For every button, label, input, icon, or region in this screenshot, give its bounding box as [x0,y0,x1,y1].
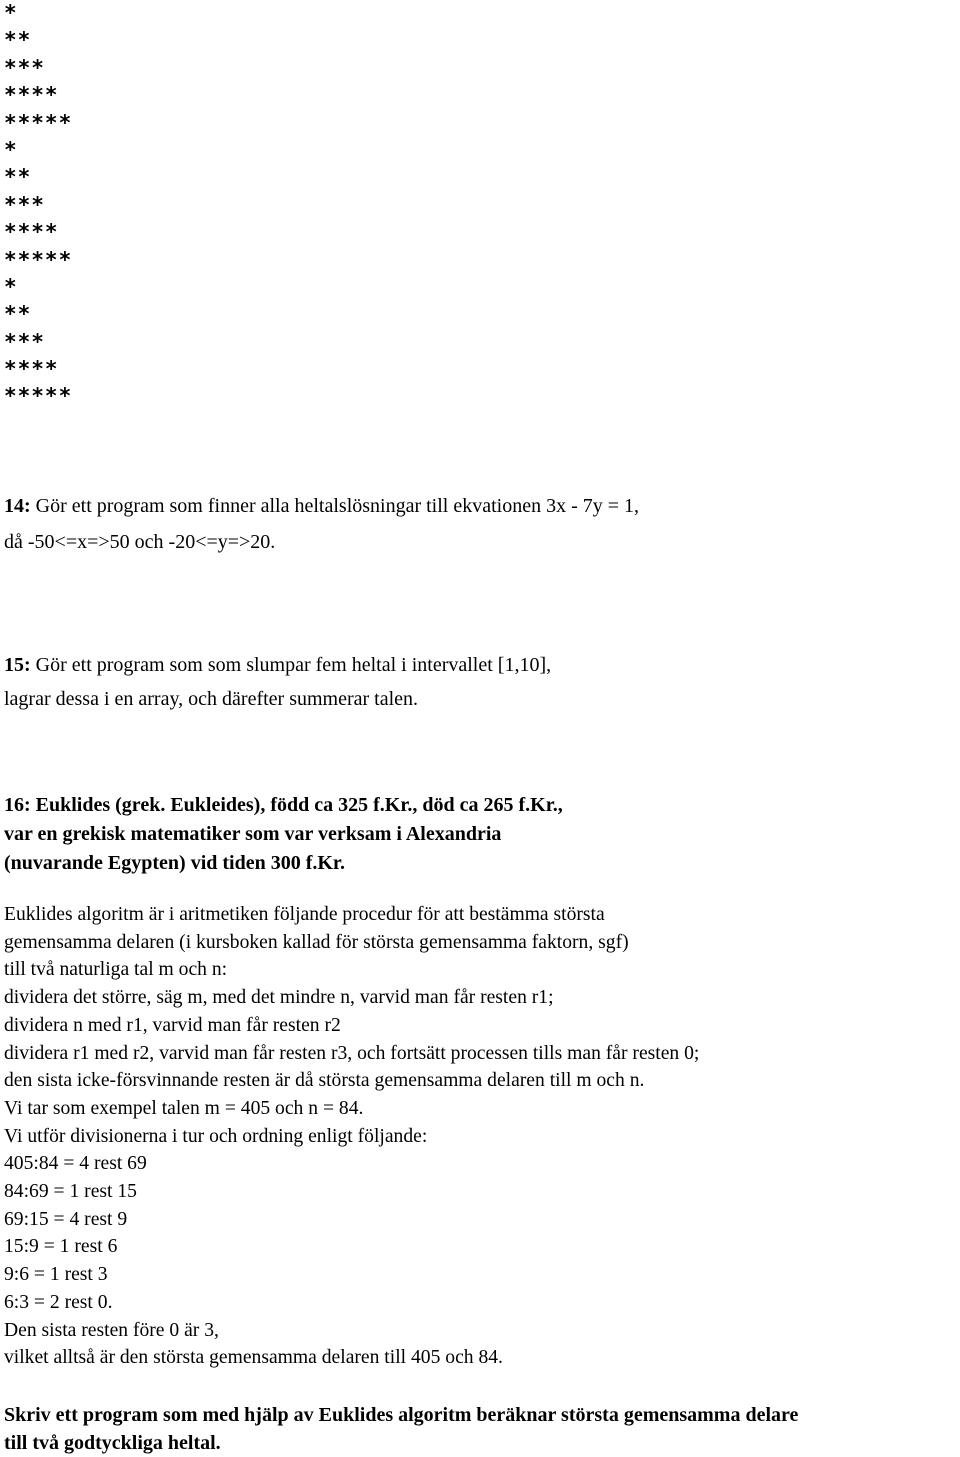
exercise-14 [4,488,639,560]
text-line: gemensamma delaren (i kursboken kallad för största gemensamma faktorn, sgf) [4,931,629,953]
star-row: **** [4,220,59,245]
exercise-16-heading [4,791,563,878]
text-line: Vi utför divisionerna i tur och ordning enligt följande: [4,1125,428,1147]
division-step: 405:84 = 4 rest 69 [4,1153,147,1175]
star-row: ***** [4,247,73,272]
star-row: **** [4,83,59,108]
star-row: *** [4,55,45,80]
star-row: * [4,274,18,299]
exercise-16-line-3: (nuvarande Egypten) vid tiden 300 f.Kr. [4,852,345,874]
text-line: till två naturliga tal m och n: [4,959,228,981]
exercise-number: 14: [4,495,31,517]
star-row: * [4,137,18,162]
star-row: * [4,1,18,25]
exercise-15-line-1 [4,648,551,682]
star-row: *** [4,192,45,217]
star-row: ***** [4,110,73,135]
exercise-number: 15: [4,654,31,676]
euclid-explanation [4,901,699,1372]
star-row: ** [4,302,32,327]
task-line-2: till två godtyckliga heltal. [4,1432,221,1454]
text-line: Vi tar som exempel talen m = 405 och n = 84. [4,1097,364,1119]
division-step: 15:9 = 1 rest 6 [4,1236,118,1258]
text-line: Euklides algoritm är i aritmetiken följande procedur för att bestämma största [4,904,605,925]
star-row: **** [4,357,59,382]
text-line: den sista icke-försvinnande resten är då största gemensamma delaren till m och n. [4,1070,645,1092]
exercise-16-line-1: 16: Euklides (grek. Eukleides), född ca 325 f.Kr., död ca 265 f.Kr., [4,794,563,816]
division-step: 69:15 = 4 rest 9 [4,1208,128,1230]
exercise-text: Gör ett program som finner alla heltalslösningar till ekvationen 3x - 7y = 1, [30,495,640,517]
star-row: ***** [4,384,73,409]
exercise-14-line-1 [4,488,639,524]
star-pattern [4,0,72,411]
text-line: dividera n med r1, varvid man får resten r2 [4,1014,341,1036]
exercise-15 [4,648,551,716]
exercise-14-line-2: då -50<=x=>50 och -20<=y=>20. [4,531,276,553]
text-line: dividera r1 med r2, varvid man får resten r3, och fortsätt processen tills man får resten 0; [4,1042,700,1064]
text-line: dividera det större, säg m, med det mindre n, varvid man får resten r1; [4,987,554,1009]
task-line-1: Skriv ett program som med hjälp av Euklides algoritm beräknar största gemensamma delare [4,1404,799,1426]
star-row: *** [4,329,45,354]
exercise-text: Gör ett program som som slumpar fem heltal i intervallet [1,10], [30,654,552,676]
task-statement [4,1401,798,1457]
star-row: ** [4,28,32,53]
division-step: 6:3 = 2 rest 0. [4,1291,113,1313]
division-step: 84:69 = 1 rest 15 [4,1181,137,1203]
division-step: 9:6 = 1 rest 3 [4,1264,108,1286]
exercise-16-line-2: var en grekisk matematiker som var verksam i Alexandria [4,823,502,845]
star-row: ** [4,165,32,190]
text-line: Den sista resten före 0 är 3, [4,1319,219,1341]
exercise-15-line-2: lagrar dessa i en array, och därefter summerar talen. [4,688,419,710]
text-line: vilket alltså är den största gemensamma delaren till 405 och 84. [4,1347,503,1369]
